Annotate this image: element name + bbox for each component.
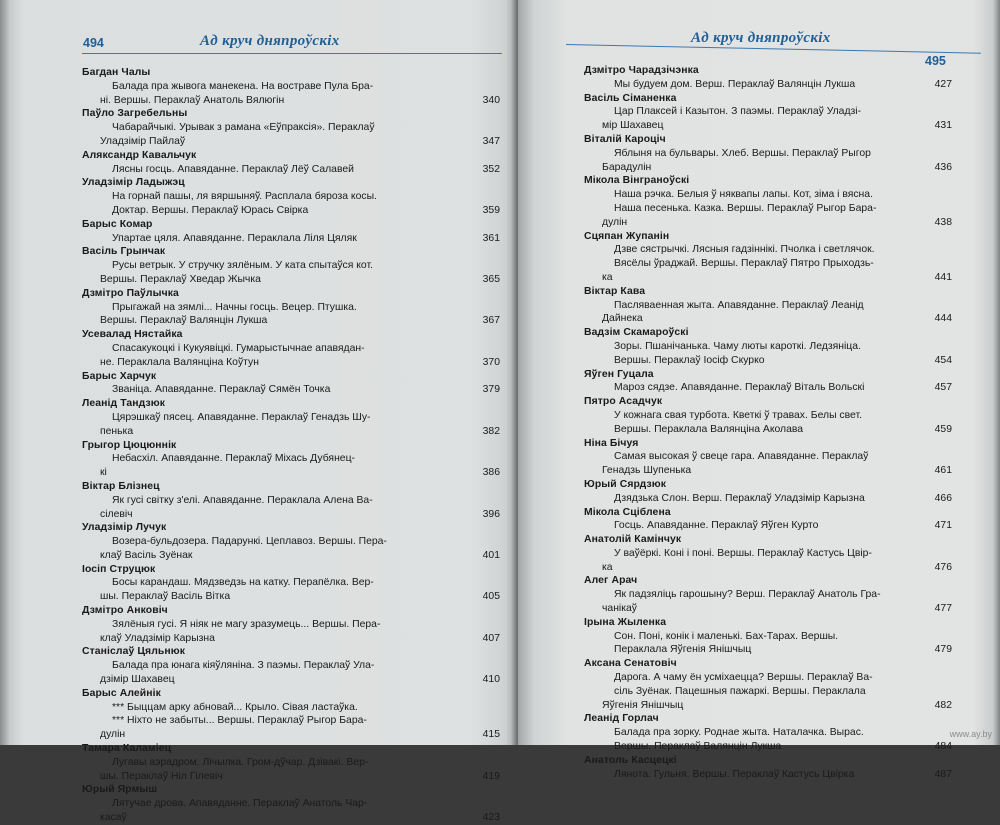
work-line xyxy=(82,576,500,590)
toc-entry xyxy=(82,480,500,521)
toc-entry xyxy=(82,397,500,438)
work-title: Вершы. Пераклала Валянціна Аколава xyxy=(614,423,804,435)
work-title: Дзве сястрычкі. Лясныя гадзіннікі. Пчолка і светлячок. xyxy=(614,244,875,256)
author-name: Барыс Харчук xyxy=(82,370,157,382)
running-head-right: Ад круч дняпроўскіх xyxy=(691,30,831,46)
page-ref: 479 xyxy=(934,644,952,656)
page-ref: 441 xyxy=(934,271,952,283)
work-title: Лянота. Гульня. Вершы. Пераклаў Кастусь Цвірка xyxy=(614,768,855,780)
work-line xyxy=(584,561,952,575)
work-title: Зоры. Пшанічанька. Чаму люты кароткі. Ледзяніца. xyxy=(614,340,861,352)
work-title: Цар Плаксей і Казытон. З паэмы. Пераклаў Уладзі- xyxy=(614,106,862,118)
toc-entry xyxy=(584,326,952,367)
work-title: дзімір Шахавец xyxy=(100,674,175,686)
work-title: Мароз сядзе. Апавяданне. Пераклаў Віталь Вольскі xyxy=(614,382,865,394)
work-line xyxy=(584,312,952,326)
work-line xyxy=(584,588,952,602)
author-name: Мікола Сціблена xyxy=(584,506,671,518)
work-title: *** Быццам арку абновай... Крыло. Сівая ластаўка. xyxy=(112,701,358,713)
work-line xyxy=(584,78,952,92)
page-ref: 367 xyxy=(482,315,500,327)
work-line xyxy=(82,770,500,784)
toc-entry xyxy=(584,616,952,657)
right-page xyxy=(518,0,1000,780)
toc-entry xyxy=(584,230,952,285)
work-title: дулін xyxy=(602,216,628,228)
work-title: кі xyxy=(100,467,107,479)
work-title: Званіца. Апавяданне. Пераклаў Сямён Точка xyxy=(112,384,331,396)
author-name: Сцяпан Жупанін xyxy=(584,230,670,242)
author-name: Дзмітро Чарадзічэнка xyxy=(584,65,699,76)
toc-entry xyxy=(584,754,952,782)
work-title: Лясны госць. Апавяданне. Пераклаў Лёў Салавей xyxy=(112,163,354,175)
page-number-left: 494 xyxy=(83,36,104,50)
page-ref: 431 xyxy=(934,120,952,132)
page-ref: 396 xyxy=(482,508,500,520)
work-title: Вершы. Пераклаў Валянцін Лукша xyxy=(100,315,268,327)
work-line xyxy=(82,204,500,218)
author-name: Дзмітро Паўлычка xyxy=(82,287,179,299)
work-line xyxy=(584,409,952,423)
author-name: Васіль Грынчак xyxy=(82,246,166,258)
work-line xyxy=(82,425,500,439)
work-line xyxy=(82,494,500,508)
toc-column-right xyxy=(584,64,952,781)
work-line xyxy=(82,535,500,549)
page-ref: 365 xyxy=(482,273,500,285)
work-title: Вершы. Пераклаў Хведар Жычка xyxy=(100,273,261,285)
work-line xyxy=(584,340,952,354)
work-line xyxy=(82,673,500,687)
work-title: мір Шахавец xyxy=(602,120,664,132)
work-title: Генадзь Шупенька xyxy=(602,465,692,477)
toc-entry xyxy=(82,521,500,562)
author-name: Юрый Сярдзюк xyxy=(584,478,667,490)
page-ref: 405 xyxy=(482,591,500,603)
toc-column-left xyxy=(82,66,500,825)
page-ref: 466 xyxy=(934,492,952,504)
work-title: *** Ніхто не забыты... Вершы. Пераклаў Рыгор Бара- xyxy=(112,715,367,727)
work-line xyxy=(584,699,952,713)
toc-entry xyxy=(584,368,952,396)
toc-entry xyxy=(584,133,952,174)
page-ref: 361 xyxy=(482,232,500,244)
work-title: Як гусі світку з'елі. Апавяданне. Пераклала Алена Ва- xyxy=(112,494,373,506)
work-title: Сон. Поні, конік і маленькі. Бах-Тарах. Вершы. xyxy=(614,630,839,642)
work-line xyxy=(82,273,500,287)
toc-entry xyxy=(584,506,952,534)
work-line xyxy=(82,94,500,108)
page-number-right: 495 xyxy=(925,54,946,68)
work-line xyxy=(82,618,500,632)
work-title: Балада пра жывога манекена. На востраве Пула Бра- xyxy=(112,80,374,92)
toc-entry xyxy=(82,176,500,217)
work-title: дулін xyxy=(100,729,126,741)
work-line xyxy=(82,80,500,94)
author-name: Барыс Алейнік xyxy=(82,687,161,699)
work-title: Барадулін xyxy=(602,161,652,173)
work-line xyxy=(82,590,500,604)
page-ref: 477 xyxy=(934,603,952,615)
page-ref: 382 xyxy=(482,425,500,437)
work-title: ні. Вершы. Пераклаў Анатоль Вялюгін xyxy=(100,94,285,106)
author-name: Аляксандр Кавальчук xyxy=(82,149,197,161)
work-line xyxy=(82,508,500,522)
toc-entry xyxy=(584,533,952,574)
work-title: Лятучае дрова. Апавяданне. Пераклаў Анатоль Чар- xyxy=(112,798,368,810)
page-ref: 457 xyxy=(934,382,952,394)
toc-entry xyxy=(82,66,500,107)
work-line xyxy=(584,119,952,133)
work-line xyxy=(584,464,952,478)
work-title: Пераклала Яўгенія Янішчыц xyxy=(614,644,752,656)
work-line xyxy=(584,257,952,271)
author-name: Віктар Блізнец xyxy=(82,480,160,492)
work-title: пенька xyxy=(100,425,134,437)
work-title: Спасакукоцкі і Кукуявіцкі. Гумарыстычнае апавядан- xyxy=(112,342,365,354)
toc-entry xyxy=(584,64,952,92)
page-ref: 438 xyxy=(934,216,952,228)
work-line xyxy=(584,105,952,119)
page-ref: 476 xyxy=(934,561,952,573)
author-name: Леанід Тандзюк xyxy=(82,398,165,410)
work-title: Госць. Апавяданне. Пераклаў Яўген Курто xyxy=(614,520,819,532)
work-line xyxy=(584,602,952,616)
author-name: Тамара Каламіец xyxy=(82,743,172,755)
work-title: касаў xyxy=(100,812,127,824)
work-title: ка xyxy=(602,561,613,573)
work-line xyxy=(82,383,500,397)
work-line xyxy=(82,301,500,315)
work-title: Балада пра зорку. Роднае жыта. Наталачка. Вырас. xyxy=(614,727,864,739)
toc-entry xyxy=(584,395,952,436)
author-name: Аксана Сенатовіч xyxy=(584,658,677,670)
author-name: Дзмітро Анковіч xyxy=(82,605,168,617)
header-rule-left xyxy=(82,53,502,54)
work-line xyxy=(82,701,500,715)
work-line xyxy=(82,659,500,673)
work-line xyxy=(584,161,952,175)
work-line xyxy=(82,232,500,246)
toc-entry xyxy=(584,92,952,133)
author-name: Васіль Сіманенка xyxy=(584,92,677,104)
work-title: Вясёлы ўраджай. Вершы. Пераклаў Пятро Прыходзь- xyxy=(614,258,874,270)
work-title: ка xyxy=(602,271,613,283)
toc-entry xyxy=(584,478,952,506)
page-ref: 359 xyxy=(482,204,500,216)
toc-entry xyxy=(82,328,500,369)
work-title: Прыгажай на зямлі... Начны госць. Вецер. Птушка. xyxy=(112,301,357,313)
page-ref: 386 xyxy=(482,467,500,479)
author-name: Ніна Бічуя xyxy=(584,437,639,449)
author-name: Яўген Гуцала xyxy=(584,368,654,380)
work-title: чанікаў xyxy=(602,603,637,615)
work-line xyxy=(584,271,952,285)
toc-entry xyxy=(584,712,952,753)
work-title: Дарога. А чаму ён усміхаецца? Вершы. Пераклаў Ва- xyxy=(614,672,873,684)
work-title: Небасхіл. Апавяданне. Пераклаў Міхась Дубянец- xyxy=(112,453,355,465)
author-name: Уладзімір Ладыжэц xyxy=(82,177,185,189)
work-title: Русы ветрык. У стручку зялёным. У ката спытаўся кот. xyxy=(112,260,373,272)
work-line xyxy=(82,163,500,177)
work-line xyxy=(584,685,952,699)
work-title: шы. Пераклаў Ніл Гілевіч xyxy=(100,770,223,782)
toc-entry xyxy=(82,604,500,645)
work-line xyxy=(82,632,500,646)
work-title: Вершы. Пераклаў Валянцін Лукша xyxy=(614,741,782,753)
work-line xyxy=(584,202,952,216)
work-line xyxy=(584,423,952,437)
work-title: шы. Пераклаў Васіль Вітка xyxy=(100,591,231,603)
page-ref: 471 xyxy=(934,520,952,532)
work-line xyxy=(82,756,500,770)
author-name: Грыгор Цюцюннік xyxy=(82,439,177,451)
work-title: Як падзяліць гарошыну? Верш. Пераклаў Анатоль Гра- xyxy=(614,589,881,601)
work-line xyxy=(82,728,500,742)
toc-entry xyxy=(82,218,500,246)
work-line xyxy=(82,356,500,370)
page-ref: 444 xyxy=(934,313,952,325)
work-title: Наша песенька. Казка. Вершы. Пераклаў Рыгор Бара- xyxy=(614,202,877,214)
running-head-left: Ад круч дняпроўскіх xyxy=(200,33,340,49)
work-line xyxy=(584,740,952,754)
author-name: Усевалад Нястайка xyxy=(82,329,183,341)
toc-entry xyxy=(82,370,500,398)
page-ref: 436 xyxy=(934,161,952,173)
work-line xyxy=(82,259,500,273)
page-ref: 352 xyxy=(482,163,500,175)
author-name: Станіслаў Цяльнюк xyxy=(82,646,186,658)
page-ref: 487 xyxy=(934,768,952,780)
toc-entry xyxy=(82,149,500,177)
toc-entry xyxy=(82,245,500,286)
page-ref: 459 xyxy=(934,423,952,435)
work-line xyxy=(82,549,500,563)
work-title: Уладзімір Пайлаў xyxy=(100,135,186,147)
work-title: не. Пераклала Валянціна Коўтун xyxy=(100,356,259,368)
author-name: Пятро Асадчук xyxy=(584,396,663,408)
author-name: Вадзім Скамароўскі xyxy=(584,327,689,339)
work-title: У ваўёркі. Коні і поні. Вершы. Пераклаў Кастусь Цвір- xyxy=(614,547,872,559)
work-title: клаў Васіль Зуёнак xyxy=(100,549,193,561)
page-ref: 379 xyxy=(482,384,500,396)
work-line xyxy=(584,147,952,161)
page-ref: 347 xyxy=(482,135,500,147)
page-ref: 407 xyxy=(482,632,500,644)
page-ref: 410 xyxy=(482,674,500,686)
author-name: Багдан Чалы xyxy=(82,67,151,78)
work-title: Наша рэчка. Белыя ў няквапы лапы. Кот, зіма і вясна. xyxy=(614,189,873,201)
work-title: Упартае цяля. Апавяданне. Пераклала Ліля Цяляк xyxy=(112,232,357,244)
page-ref: 423 xyxy=(482,812,500,824)
toc-entry xyxy=(82,687,500,742)
work-line xyxy=(584,188,952,202)
page-ref: 427 xyxy=(934,78,952,90)
work-title: Чабарайчыкі. Урывак з рамана «Еўпраксія». Пераклаў xyxy=(112,122,375,134)
author-name: Алег Арач xyxy=(584,575,638,587)
work-line xyxy=(82,190,500,204)
work-line xyxy=(584,381,952,395)
author-name: Леанід Горлач xyxy=(584,713,659,725)
toc-entry xyxy=(82,439,500,480)
author-name: Анатолій Камінчук xyxy=(584,534,682,546)
work-title: Самая высокая ў свеце гара. Апавяданне. Пераклаў xyxy=(614,451,869,463)
work-title: Лугавы аэрадром. Лічылка. Гром-дўчар. Дзівакі. Вер- xyxy=(112,756,369,768)
author-name: Іосіп Струцюк xyxy=(82,563,156,575)
author-name: Анатоль Касцецкі xyxy=(584,754,677,766)
work-line xyxy=(82,135,500,149)
work-line xyxy=(584,216,952,230)
toc-entry xyxy=(584,174,952,229)
work-line xyxy=(82,411,500,425)
work-title: сілевіч xyxy=(100,508,133,520)
toc-entry xyxy=(82,563,500,604)
toc-entry xyxy=(82,742,500,783)
page-ref: 419 xyxy=(482,770,500,782)
work-line xyxy=(82,714,500,728)
page-ref: 401 xyxy=(482,549,500,561)
work-line xyxy=(584,450,952,464)
work-line xyxy=(584,671,952,685)
page-ref: 454 xyxy=(934,354,952,366)
author-name: Мікола Вінграноўскі xyxy=(584,175,690,187)
work-title: Яўгенія Янішчыц xyxy=(602,699,684,711)
page-ref: 340 xyxy=(482,94,500,106)
toc-entry xyxy=(584,574,952,615)
work-line xyxy=(584,630,952,644)
work-title: У кожнага свая турбота. Кветкі ў травах. Белы свет. xyxy=(614,409,862,421)
toc-entry xyxy=(584,657,952,712)
work-title: Дайнека xyxy=(602,313,643,325)
work-line xyxy=(584,492,952,506)
work-line xyxy=(82,797,500,811)
work-title: Возера-бульдозера. Падарункі. Цеплавоз. Вершы. Пера- xyxy=(112,536,387,548)
work-line xyxy=(82,811,500,825)
work-line xyxy=(82,121,500,135)
author-name: Юрый Ярмыш xyxy=(82,784,158,796)
work-title: Босы карандаш. Мядзведзь на катку. Перапёлка. Вер- xyxy=(112,577,374,589)
work-line xyxy=(82,466,500,480)
work-line xyxy=(584,547,952,561)
page-ref: 482 xyxy=(934,699,952,711)
work-title: Балада пра юнага кіяўляніна. З паэмы. Пераклаў Ула- xyxy=(112,660,375,672)
author-name: Віталій Кароціч xyxy=(584,133,666,145)
work-line xyxy=(82,452,500,466)
work-line xyxy=(82,314,500,328)
author-name: Ірына Жыленка xyxy=(584,616,667,628)
work-title: Пасляваенная жыта. Апавяданне. Пераклаў Леанід xyxy=(614,299,864,311)
page-ref: 370 xyxy=(482,356,500,368)
work-line xyxy=(584,726,952,740)
work-title: Зялёныя гусі. Я ніяк не магу зразумець... Вершы. Пера- xyxy=(112,618,381,630)
toc-entry xyxy=(82,107,500,148)
toc-entry xyxy=(82,645,500,686)
watermark: www.ay.by xyxy=(949,729,992,739)
toc-entry xyxy=(584,285,952,326)
author-name: Паўло Загребельны xyxy=(82,108,188,120)
work-line xyxy=(82,342,500,356)
work-title: Дзядзька Слон. Верш. Пераклаў Уладзімір Карызна xyxy=(614,492,865,504)
page-ref: 415 xyxy=(482,729,500,741)
toc-entry xyxy=(82,783,500,824)
work-title: сіль Зуёнак. Пацешныя пажаркі. Вершы. Пераклала xyxy=(614,685,866,697)
toc-entry xyxy=(82,287,500,328)
work-title: Цярэшкаў пясец. Апавяданне. Пераклаў Генадзь Шу- xyxy=(112,411,371,423)
work-line xyxy=(584,243,952,257)
author-name: Барыс Комар xyxy=(82,218,153,230)
work-line xyxy=(584,299,952,313)
work-title: На горнай пашы, ля вяршыняў. Расплала бяроза косы. xyxy=(112,191,377,203)
work-line xyxy=(584,768,952,782)
work-line xyxy=(584,354,952,368)
work-title: клаў Уладзімір Карызна xyxy=(100,632,215,644)
work-line xyxy=(584,643,952,657)
page-ref: 461 xyxy=(934,465,952,477)
author-name: Уладзімір Лучук xyxy=(82,522,167,534)
page-ref: 484 xyxy=(934,741,952,753)
work-title: Мы будуем дом. Верш. Пераклаў Валянцін Лукша xyxy=(614,78,856,90)
work-title: Доктар. Вершы. Пераклаў Юрась Свірка xyxy=(112,204,309,216)
work-title: Вершы. Пераклаў Іосіф Скурко xyxy=(614,354,765,366)
work-title: Яблыня на бульвары. Хлеб. Вершы. Пераклаў Рыгор xyxy=(614,147,871,159)
work-line xyxy=(584,519,952,533)
author-name: Віктар Кава xyxy=(584,285,646,297)
toc-entry xyxy=(584,437,952,478)
